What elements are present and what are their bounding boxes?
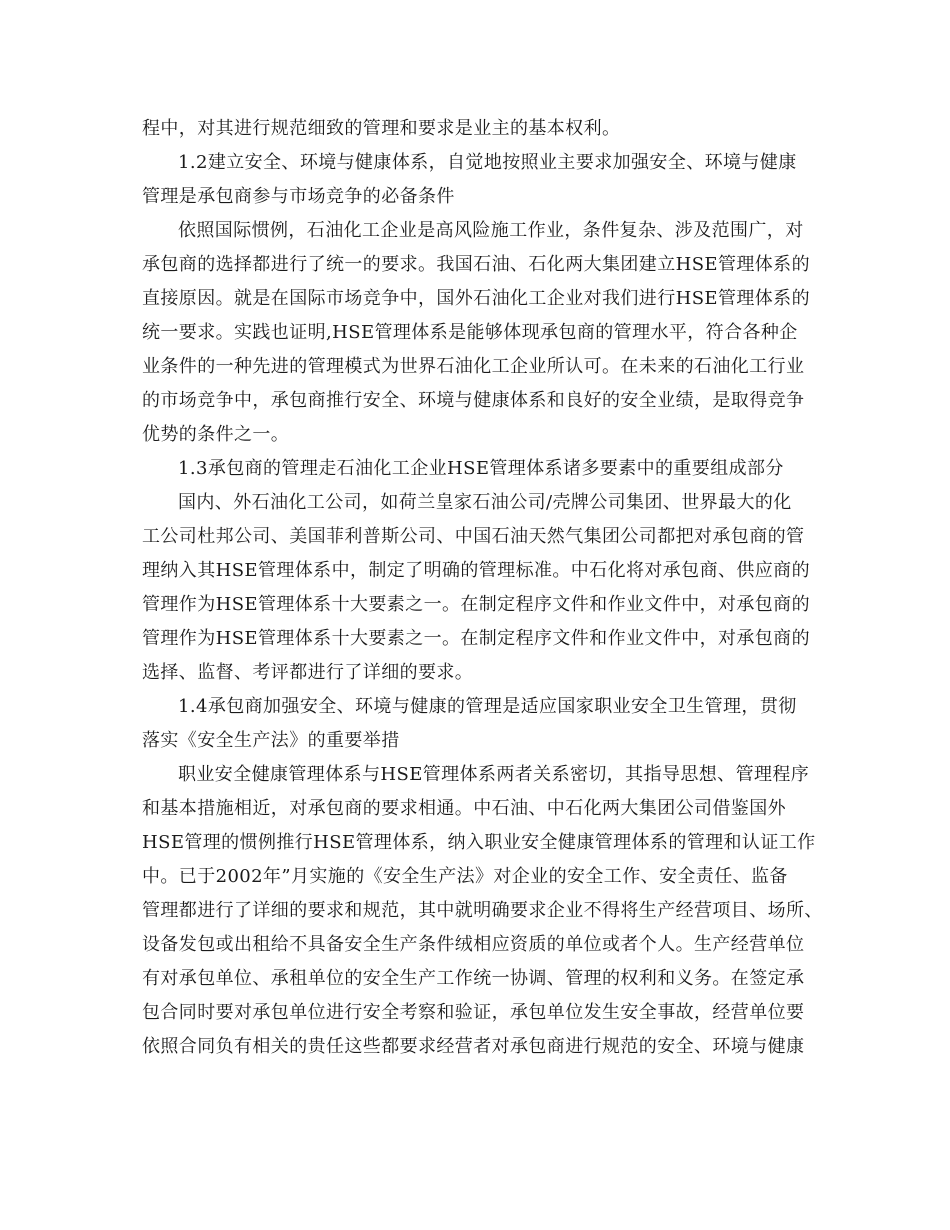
text-line: 优势的条件之一。 [142, 424, 290, 445]
text-line: HSE管理的惯例推行HSE管理体系，纳入职业安全健康管理体系的管理和认证工作 [142, 832, 816, 853]
text-line: 承包商的选择都进行了统一的要求。我国石油、石化两大集团建立HSE管理体系的 [142, 254, 810, 275]
paragraph-first-line: 国内、外石油化工公司，如荷兰皇家石油公司/壳牌公司集团、世界最大的化 [178, 492, 792, 513]
text-line: 管理是承包商参与市场竞争的必备条件 [142, 186, 455, 207]
text-line: 落实《安全生产法》的重要举措 [142, 730, 400, 751]
text-line: 直接原因。就是在国际市场竞争中，国外石油化工企业对我们进行HSE管理体系的 [142, 288, 810, 309]
text-line: 有对承包单位、承租单位的安全生产工作统一协调、管理的权利和义务。在签定承 [142, 968, 805, 989]
text-line: 管理作为HSE管理体系十大要素之一。在制定程序文件和作业文件中，对承包商的 [142, 628, 810, 649]
paragraph-first-line: 职业安全健康管理体系与HSE管理体系两者关系密切，其指导思想、管理程序 [178, 764, 810, 785]
text-line: 包合同时要对承包单位进行安全考察和验证，承包单位发生安全事故，经营单位要 [142, 1002, 805, 1023]
text-line: 管理作为HSE管理体系十大要素之一。在制定程序文件和作业文件中，对承包商的 [142, 594, 810, 615]
section-heading: 1.4承包商加强安全、环境与健康的管理是适应国家职业安全卫生管理，贯彻 [178, 696, 797, 717]
text-line: 管理都进行了详细的要求和规范，其中就明确要求企业不得将生产经营项目、场所、 [142, 900, 823, 921]
text-line: 的市场竞争中，承包商推行安全、环境与健康体系和良好的安全业绩，是取得竞争 [142, 390, 805, 411]
section-heading: 1.2建立安全、环境与健康体系，自觉地按照业主要求加强安全、环境与健康 [178, 152, 797, 173]
text-line: 业条件的一种先进的管理模式为世界石油化工企业所认可。在未来的石油化工行业 [142, 356, 805, 377]
text-line: 中。已于2002年”月实施的《安全生产法》对企业的安全工作、安全责任、监备 [142, 866, 788, 887]
text-line: 工公司杜邦公司、美国菲利普斯公司、中国石油天然气集团公司都把对承包商的管 [142, 526, 805, 547]
text-line: 统一要求。实践也证明,HSE管理体系是能够体现承包商的管理水平，符合各种企 [142, 322, 798, 343]
text-line: 选择、监督、考评都进行了详细的要求。 [142, 662, 474, 683]
text-line: 和基本措施相近，对承包商的要求相通。中石油、中石化两大集团公司借鉴国外 [142, 798, 786, 819]
section-heading: 1.3承包商的管理走石油化工企业HSE管理体系诸多要素中的重要组成部分 [178, 458, 784, 479]
document-page [142, 112, 823, 1064]
text-line: 程中，对其进行规范细致的管理和要求是业主的基本权利。 [142, 118, 621, 139]
text-line: 设备发包或出租给不具备安全生产条件绒相应资质的单位或者个人。生产经营单位 [142, 934, 805, 955]
text-line: 理纳入其HSE管理体系中，制定了明确的管理标准。中石化将对承包商、供应商的 [142, 560, 810, 581]
text-line: 依照合同负有相关的贵任这些都要求经营者对承包商进行规范的安全、环境与健康 [142, 1036, 805, 1057]
paragraph-first-line: 依照国际惯例，石油化工企业是高风险施工作业，条件复杂、涉及范围广，对 [178, 220, 804, 241]
